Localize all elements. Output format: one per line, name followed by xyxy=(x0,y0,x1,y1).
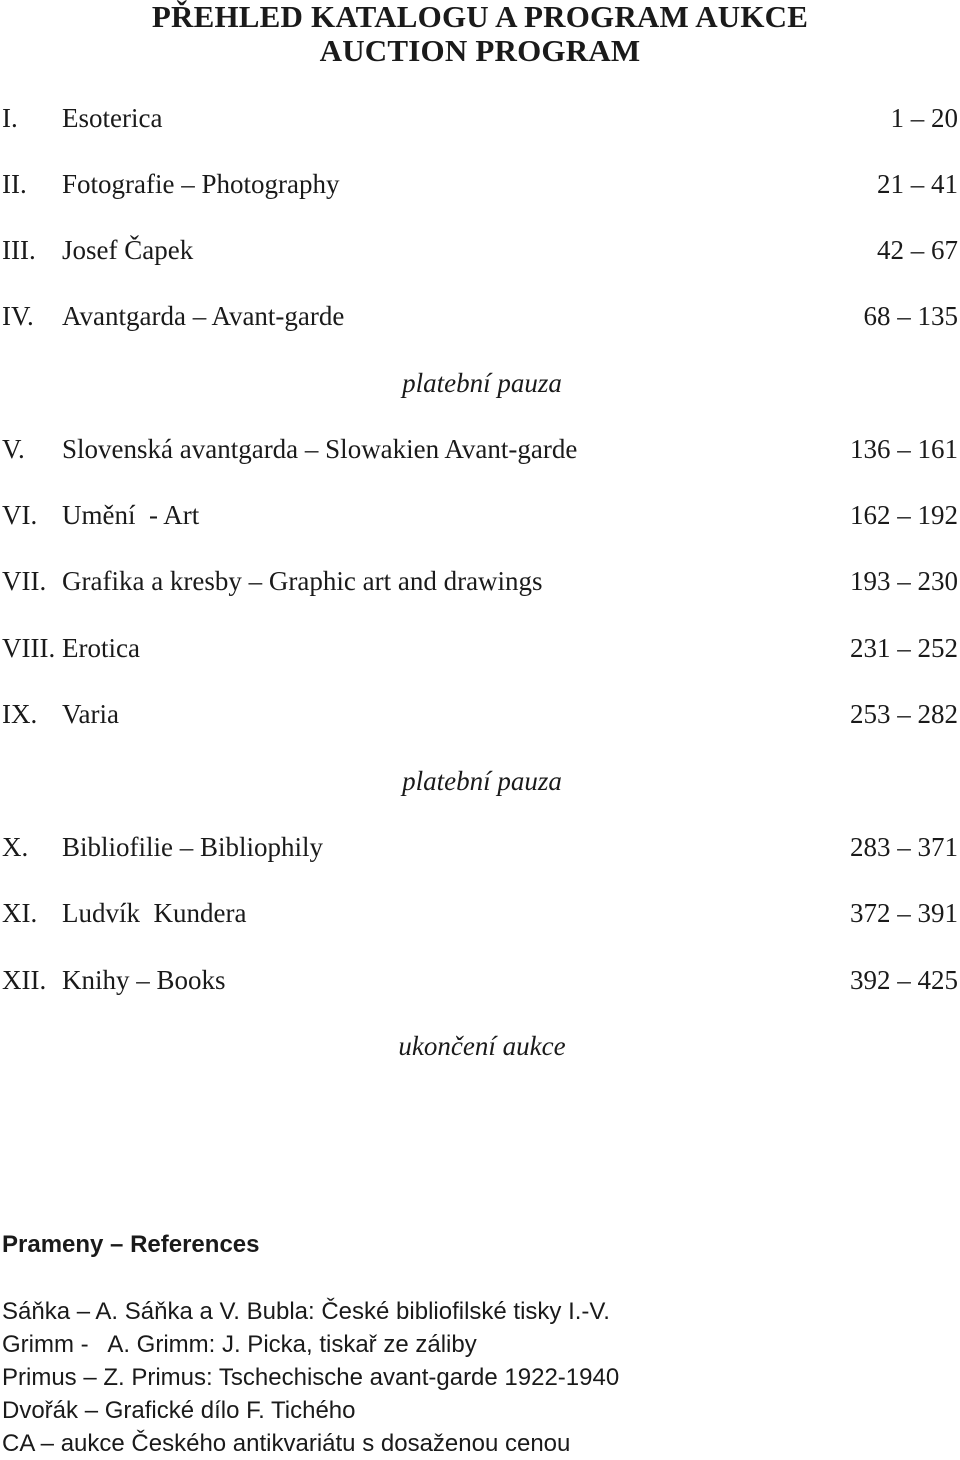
reference-item: Grimm - A. Grimm: J. Picka, tiskař ze záliby xyxy=(2,1331,477,1358)
section-name: Umění - Art xyxy=(62,500,200,530)
lot-range: 231 – 252 xyxy=(850,633,958,663)
section-row-iv xyxy=(0,299,960,333)
section-row-x xyxy=(0,830,960,864)
section-number: VIII. xyxy=(2,633,56,663)
lot-range: 1 – 20 xyxy=(890,103,958,133)
section-row-viii xyxy=(0,631,960,665)
section-row-vi xyxy=(0,498,960,532)
section-name: Varia xyxy=(62,699,119,729)
section-name: Erotica xyxy=(62,633,140,663)
section-row-vii xyxy=(0,564,960,598)
section-number: V. xyxy=(2,434,25,464)
section-number: IV. xyxy=(2,301,34,331)
lot-range: 68 – 135 xyxy=(863,301,958,331)
section-name: Grafika a kresby – Graphic art and drawings xyxy=(62,566,543,596)
lot-range: 162 – 192 xyxy=(850,500,958,530)
reference-item: Dvořák – Grafické dílo F. Tichého xyxy=(2,1397,356,1424)
section-name: Bibliofilie – Bibliophily xyxy=(62,832,324,862)
reference-item: Sáňka – A. Sáňka a V. Bubla: České bibliofilské tisky I.-V. xyxy=(2,1298,610,1325)
section-number: II. xyxy=(2,169,27,199)
lot-range: 136 – 161 xyxy=(850,434,958,464)
section-name: Slovenská avantgarda – Slowakien Avant-garde xyxy=(62,434,578,464)
lot-range: 21 – 41 xyxy=(877,169,958,199)
section-number: III. xyxy=(2,235,36,265)
section-name: Josef Čapek xyxy=(62,235,194,265)
payment-break-2: platební pauza xyxy=(402,766,562,796)
section-name: Fotografie – Photography xyxy=(62,169,340,199)
section-number: VI. xyxy=(2,500,38,530)
section-row-ix xyxy=(0,697,960,731)
reference-item: Primus – Z. Primus: Tschechische avant-garde 1922-1940 xyxy=(2,1364,620,1391)
section-number: I. xyxy=(2,103,18,133)
auction-end: ukončení aukce xyxy=(398,1031,566,1061)
lot-range: 193 – 230 xyxy=(850,566,958,596)
section-row-v xyxy=(0,432,960,466)
section-name: Ludvík Kundera xyxy=(62,898,247,928)
lot-range: 283 – 371 xyxy=(850,832,958,862)
section-row-iii xyxy=(0,233,960,267)
references-heading: Prameny – References xyxy=(2,1231,260,1258)
section-row-xii xyxy=(0,963,960,997)
reference-item: CA – aukce Českého antikvariátu s dosaženou cenou xyxy=(2,1430,571,1457)
section-number: IX. xyxy=(2,699,38,729)
page-title-line-1: PŘEHLED KATALOGU A PROGRAM AUKCE xyxy=(151,0,809,34)
section-name: Esoterica xyxy=(62,103,163,133)
section-row-ii xyxy=(0,167,960,201)
lot-range: 253 – 282 xyxy=(850,699,958,729)
section-number: XI. xyxy=(2,898,38,928)
section-number: X. xyxy=(2,832,29,862)
section-row-xi xyxy=(0,896,960,930)
section-row-i xyxy=(0,101,960,135)
lot-range: 392 – 425 xyxy=(850,965,958,995)
lot-range: 372 – 391 xyxy=(850,898,958,928)
section-name: Avantgarda – Avant-garde xyxy=(62,301,345,331)
section-number: VII. xyxy=(2,566,47,596)
page-title-line-2: AUCTION PROGRAM xyxy=(319,33,641,68)
payment-break-1: platební pauza xyxy=(402,368,562,398)
lot-range: 42 – 67 xyxy=(877,235,958,265)
section-name: Knihy – Books xyxy=(62,965,226,995)
section-number: XII. xyxy=(2,965,47,995)
